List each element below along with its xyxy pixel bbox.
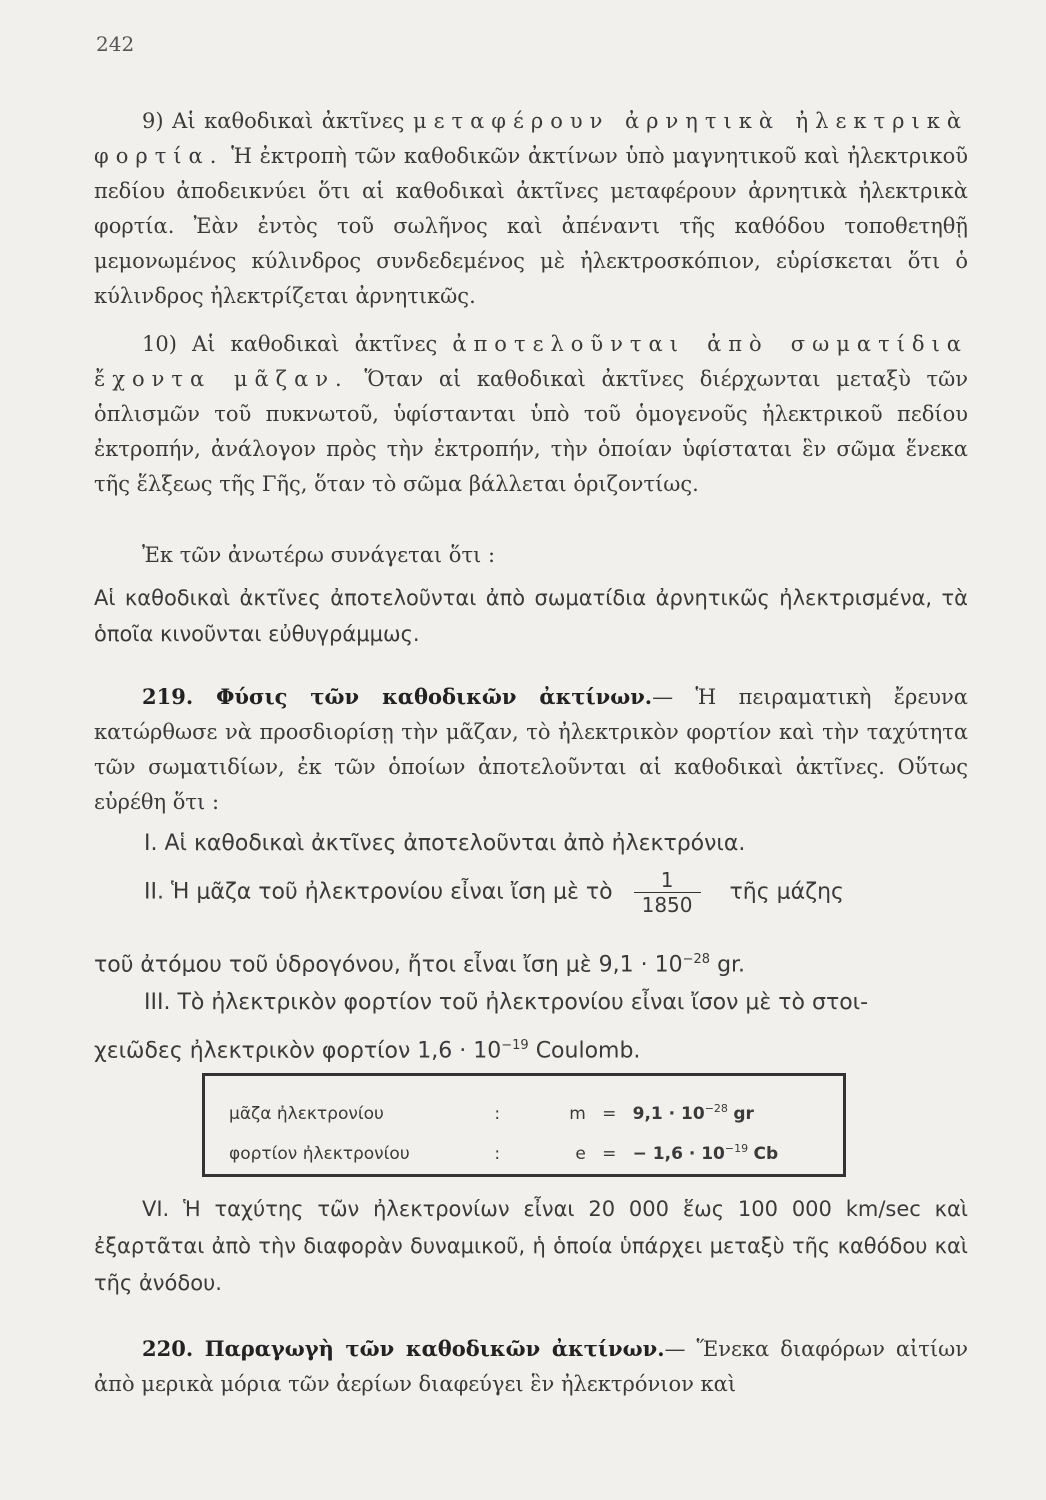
fraction-numerator: 1	[660, 868, 674, 892]
finding-ii-exponent: −28	[682, 952, 711, 967]
box-mass-colon: :	[494, 1103, 501, 1124]
finding-ii-line-2	[94, 942, 968, 983]
box-row-mass	[229, 1094, 754, 1124]
section-219-text: Ἡ πειραματικὴ ἔρευνα κατώρθωσε νὰ προσδιορίσῃ τὴν μᾶζαν, τὸ ἠλεκτρικὸν φορτίον καὶ τὴν ταχύτητα τῶν σωματιδίων, ἐκ τῶν ὁποίων ἀποτελοῦνται αἱ καθοδικαὶ ἀκτῖνες. Οὕτως εὑρέθη ὅτι :	[94, 685, 968, 814]
section-220-heading: 220. Παραγωγὴ τῶν καθοδικῶν ἀκτίνων.	[142, 1336, 665, 1361]
box-charge-exponent: −19	[724, 1142, 749, 1155]
box-charge-label: φορτίον ἠλεκτρονίου	[229, 1143, 410, 1164]
paragraph-item-10	[94, 327, 968, 502]
finding-iii-line-2	[94, 1028, 968, 1069]
box-mass-symbol: m	[569, 1103, 586, 1124]
section-220	[94, 1331, 968, 1402]
box-charge-value: − 1,6 · 10	[632, 1143, 725, 1164]
finding-iii-text-b: χειῶδες ἠλεκτρικὸν φορτίον 1,6 · 10	[94, 1038, 502, 1064]
box-charge-colon: :	[494, 1143, 501, 1164]
box-mass-unit: gr	[733, 1103, 754, 1124]
item-10-lead: Αἱ καθοδικαὶ ἀκτῖνες	[192, 332, 438, 356]
item-10-text: Ὅταν αἱ καθοδικαὶ ἀκτῖνες διέρχωνται μεταξὺ τῶν ὁπλισμῶν τοῦ πυκνωτοῦ, ὑφίστανται ὑπὸ τοῦ ὁμογενοῦς ἠλεκτρικοῦ πεδίου ἐκτροπήν, ἀνάλογον πρὸς τὴν ἐκτροπήν, τὴν ὁποίαν ὑφίσταται ἓν σῶμα ἕνεκα τῆς ἕλξεως τῆς Γῆς, ὅταν τὸ σῶμα βάλλεται ὁριζοντίως.	[94, 367, 968, 496]
finding-ii-text-c: τοῦ ἀτόμου τοῦ ὑδρογόνου, ἤτοι εἶναι ἴση μὲ 9,1 · 10	[94, 952, 683, 978]
item-10-number: 10)	[142, 332, 177, 356]
fraction	[634, 868, 701, 917]
box-row-charge	[229, 1134, 778, 1164]
finding-iii-unit: Coulomb.	[535, 1038, 641, 1064]
section-219-dash: —	[652, 685, 674, 709]
item-10-spaced-heading: ἀποτελοῦνται ἀπὸ σωματίδια ἔχοντα μᾶζαν.	[94, 332, 968, 391]
finding-iii-exponent: −19	[501, 1038, 529, 1053]
box-mass-equals: =	[602, 1103, 617, 1124]
item-9-text: Ἡ ἐκτροπὴ τῶν καθοδικῶν ἀκτίνων ὑπὸ μαγνητικοῦ καὶ ἠλεκτρικοῦ πεδίου ἀποδεικνύει ὅτι αἱ καθοδικαὶ ἀκτῖνες μεταφέρουν ἀρνητικὰ ἠλεκτρικὰ φορτία. Ἐὰν ἐντὸς τοῦ σωλῆνος καὶ ἀπέναντι τῆς καθόδου τοποθετηθῇ μεμονωμένος κύλινδρος συνδεδεμένος μὲ ἠλεκτροσκόπιον, εὑρίσκεται ὅτι ὁ κύλινδρος ἠλεκτρίζεται ἀρνητικῶς.	[94, 144, 968, 308]
box-charge-equals: =	[602, 1143, 617, 1164]
section-220-text: Ἕνεκα διαφόρων αἰτίων ἀπὸ μερικὰ μόρια τῶν ἀερίων διαφεύγει ἓν ἠλεκτρόνιον καὶ	[94, 1337, 968, 1396]
summary-conclusion: Αἱ καθοδικαὶ ἀκτῖνες ἀποτελοῦνται ἀπὸ σωματίδια ἀρνητικῶς ἠλεκτρισμένα, τὰ ὁποῖα κινοῦνται εὐθυγράμμως.	[94, 586, 968, 646]
paragraph-item-9	[94, 104, 968, 314]
finding-ii-text-b: τῆς μάζης	[729, 879, 844, 905]
section-220-dash: —	[664, 1337, 686, 1361]
page-number: 242	[96, 32, 135, 56]
fraction-denominator: 1850	[634, 892, 701, 917]
finding-ii-line-1	[144, 868, 1018, 917]
finding-ii-text-a: II. Ἡ μᾶζα τοῦ ἠλεκτρονίου εἶναι ἴση μὲ τὸ	[144, 879, 613, 905]
item-9-spaced-heading: μεταφέρουν ἀρνητικὰ ἠλεκτρικὰ φορτία.	[94, 109, 969, 168]
finding-iii-line-1: III. Τὸ ἠλεκτρικὸν φορτίον τοῦ ἠλεκτρονίου εἶναι ἴσον μὲ τὸ στοι-	[144, 990, 869, 1015]
section-219	[94, 679, 968, 820]
item-9-number: 9)	[142, 109, 164, 133]
item-9-lead: Αἱ καθοδικαὶ ἀκτῖνες	[172, 109, 405, 133]
box-mass-exponent: −28	[704, 1102, 728, 1115]
finding-i: I. Αἱ καθοδικαὶ ἀκτῖνες ἀποτελοῦνται ἀπὸ ἠλεκτρόνια.	[144, 831, 746, 856]
box-mass-value: 9,1 · 10	[632, 1103, 705, 1124]
electron-constants-box	[202, 1073, 846, 1177]
box-mass-label: μᾶζα ἠλεκτρονίου	[229, 1103, 384, 1124]
summary-intro: Ἐκ τῶν ἀνωτέρω συνάγεται ὅτι :	[142, 543, 496, 567]
section-219-heading: 219. Φύσις τῶν καθοδικῶν ἀκτίνων.	[142, 684, 653, 709]
finding-ii-unit: gr.	[717, 952, 746, 978]
box-charge-symbol: e	[575, 1143, 586, 1164]
finding-vi: VI. Ἡ ταχύτης τῶν ἠλεκτρονίων εἶναι 20 000 ἕως 100 000 km/sec καὶ ἐξαρτᾶται ἀπὸ τὴν διαφορὰν δυναμικοῦ, ἡ ὁποία ὑπάρχει μεταξὺ τῆς καθόδου καὶ τῆς ἀνόδου.	[94, 1197, 968, 1295]
box-charge-unit: Cb	[753, 1143, 779, 1164]
